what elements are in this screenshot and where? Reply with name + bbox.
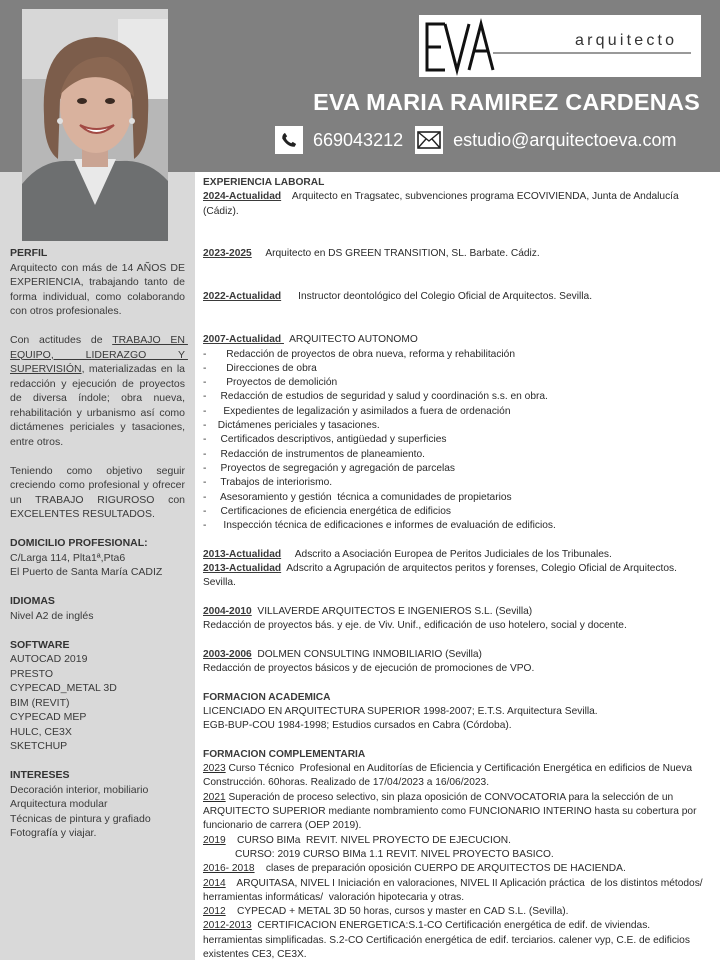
envelope-icon (415, 126, 443, 154)
duty-item: - Redacción de instrumentos de planeamiento. (203, 448, 425, 460)
perfil-paragraph-1: Arquitecto con más de 14 AÑOS DE EXPERIENCIA, trabajando tanto de forma individual, como colaborando con otros profesionales. (10, 261, 185, 317)
section-title-software: SOFTWARE (10, 638, 70, 651)
duty-item: - Proyectos de segregación y agregación de parcelas (203, 462, 456, 474)
experience-desc: Redacción de proyectos básicos y de ejecución de promociones de VPO. (203, 663, 535, 675)
contact-bar (275, 126, 677, 154)
software-item: SKETCHUP (10, 740, 68, 752)
duty-item: - Direcciones de obra (203, 362, 317, 374)
duty-item: - Inspección técnica de edificaciones e informes de evaluación de edificios. (203, 520, 556, 532)
interes-item: Arquitectura modular (10, 798, 108, 810)
phone-number[interactable]: 669043212 (313, 129, 404, 150)
interes-item: Técnicas de pintura y grafiado (10, 812, 151, 825)
idiomas-line: Nivel A2 de inglés (10, 609, 94, 622)
experience-entry: 2003-2006 DOLMEN CONSULTING INMOBILIARIO (Sevilla) (203, 648, 482, 660)
duty-item: - Certificados descriptivos, antigüedad y superficies (203, 434, 447, 446)
duty-item: - Dictámenes periciales y tasaciones. (203, 420, 380, 432)
perfil-paragraph-2: Con actitudes de TRABAJO EN EQUIPO, LIDERAZGO Y SUPERVISIÓN, materializadas en la redacción y ejecución de proyectos de diversa índole; obra nueva, rehabilitación y urbanismo así como dictámenes periciales y tasaciones, entre otros. (10, 334, 188, 448)
software-item: CYPECAD MEP (10, 711, 87, 723)
duty-item: - Trabajos de interiorismo. (203, 477, 333, 489)
software-item: PRESTO (10, 667, 53, 680)
course-entry: 2023 Curso Técnico Profesional en Auditorías de Eficiencia y Certificación Energética en edificios de Nueva Construcción. 60horas. Realizado de 17/04/2023 a 16/06/2023. (203, 763, 695, 789)
experience-entry: 2013-Actualidad Adscrito a Asociación Europea de Peritos Judiciales de los Tribunales. (203, 548, 612, 560)
experience-entry: 2007-Actualidad ARQUITECTO AUTONOMO (203, 334, 418, 346)
duty-item: - Redacción de estudios de seguridad y salud y coordinación s.s. en obra. (203, 391, 548, 403)
interes-item: Decoración interior, mobiliario (10, 783, 149, 796)
course-entry: 2012 CYPECAD + METAL 3D 50 horas, cursos y master en CAD S.L. (Sevilla). (203, 906, 569, 918)
phone-icon (275, 126, 303, 154)
interes-item: Fotografía y viajar. (10, 827, 97, 839)
section-title-complementaria: FORMACION COMPLEMENTARIA (203, 748, 366, 760)
section-title-intereses: INTERESES (10, 769, 70, 781)
software-item: AUTOCAD 2019 (10, 653, 88, 665)
duty-item: - Expedientes de legalización y asimilados a fuera de ordenación (203, 405, 511, 417)
experience-entry: 2023-2025 Arquitecto en DS GREEN TRANSITION, SL. Barbate. Cádiz. (203, 248, 540, 260)
software-item: CYPECAD_METAL 3D (10, 682, 117, 694)
course-entry: 2019 CURSO BIMa REVIT. NIVEL PROYECTO DE EJECUCION. (203, 834, 511, 846)
academic-entry: EGB-BUP-COU 1984-1998; Estudios cursados en Cabra (Córdoba). (203, 720, 512, 732)
software-item: HULC, CE3X (10, 725, 72, 738)
section-title-idiomas: IDIOMAS (10, 595, 55, 607)
experience-desc: Redacción de proyectos bás. y eje. de Viv. Unif., edificación de uso hotelero, social y docente. (203, 620, 627, 632)
academic-entry: LICENCIADO EN ARQUITECTURA SUPERIOR 1998-2007; E.T.S. Arquitectura Sevilla. (203, 705, 598, 717)
section-title-experiencia: EXPERIENCIA LABORAL (203, 177, 325, 188)
software-item: BIM (REVIT) (10, 696, 70, 709)
experience-entry: 2004-2010 VILLAVERDE ARQUITECTOS E INGENIEROS S.L. (Sevilla) (203, 605, 533, 617)
profile-photo (22, 9, 168, 241)
course-entry: 2021 Superación de proceso selectivo, sin plaza oposición de CONVOCATORIA para la selección de un ARQUITECTO SUPERIOR mediante nombramiento como FUNCIONARIO INTERINO hasta su cobertura por funcionario de carrera (OEP 2019). (203, 791, 700, 832)
section-title-perfil: PERFIL (10, 247, 48, 259)
section-title-domicilio: DOMICILIO PROFESIONAL: (10, 537, 148, 549)
duty-item: - Redacción de proyectos de obra nueva, reforma y rehabilitación (203, 348, 516, 360)
domicilio-line-1: C/Larga 114, Plta1ª,Pta6 (10, 551, 126, 564)
sidebar-content (10, 246, 188, 841)
experience-entry: 2013-Actualidad Adscrito a Agrupación de arquitectos peritos y forenses, Colegio Oficial de Arquitectos. Sevilla. (203, 563, 680, 589)
main-content (203, 176, 711, 960)
section-title-academica: FORMACION ACADEMICA (203, 691, 331, 703)
duty-item: - Asesoramiento y gestión técnica a comunidades de propietarios (203, 491, 512, 503)
duty-item: - Proyectos de demolición (203, 377, 338, 389)
course-entry: 2012-2013 CERTIFICACION ENERGETICA:S.1-CO Certificación energética de edif. de viviendas. herramientas simplificadas. S.2-CO Certificación energética de edif. terciarios. calener vyp, C.E. de edificios existentes CE3, CE3X. (203, 920, 693, 960)
perfil-paragraph-3: Teniendo como objetivo seguir creciendo como profesional y ofrecer un TRABAJO RIGUROSO con EXCELENTES RESULTADOS. (10, 464, 185, 520)
duty-item: - Certificaciones de eficiencia energética de edificios (203, 505, 452, 517)
experience-entry: 2022-Actualidad Instructor deontológico del Colegio Oficial de Arquitectos. Sevilla. (203, 291, 593, 303)
email-link[interactable]: estudio@arquitectoeva.com (453, 129, 677, 150)
course-subentry: CURSO: 2019 CURSO BIMa 1.1 REVIT. NIVEL PROYECTO BASICO. (235, 848, 554, 860)
course-entry: 2014 ARQUITASA, NIVEL I Iniciación en valoraciones, NIVEL II Aplicación práctica de los distintos métodos/ herramientas informáticas/ valoración hipotecaria y otras. (203, 877, 709, 903)
logo-subtitle: arquitecto (575, 32, 678, 49)
person-name: EVA MARIA RAMIREZ CARDENAS (313, 89, 700, 115)
experience-entry: 2024-Actualidad Arquitecto en Tragsatec, subvenciones programa ECOVIVIENDA, Junta de Andalucía (Cádiz). (203, 191, 682, 217)
domicilio-line-2: El Puerto de Santa María CADIZ (10, 566, 163, 578)
course-entry: 2016- 2018 clases de preparación oposición CUERPO DE ARQUITECTOS DE HACIENDA. (203, 863, 626, 875)
